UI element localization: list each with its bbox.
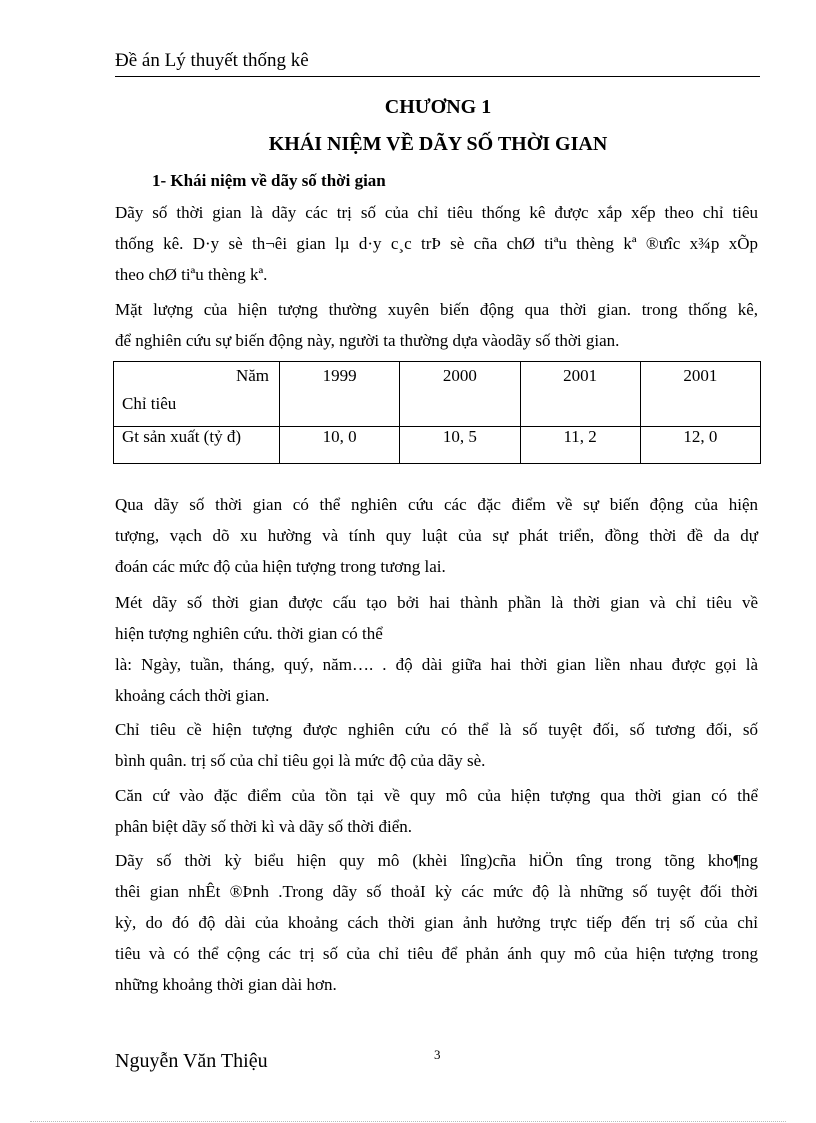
paragraph-line: Dãy số thời kỳ biểu hiện quy mô (khèi lîng)cña hiÖn tîng trong tõng kho¶ng	[115, 851, 758, 870]
paragraph-line: Dãy số thời gian là dãy các trị số của chỉ tiêu thống kê được xắp xếp theo chỉ tiêu	[115, 203, 758, 222]
section-heading: 1- Khái niệm về dãy số thời gian	[152, 171, 386, 190]
value-cell: 10, 0	[280, 427, 400, 464]
paragraph-line: Mét dãy số thời gian được cấu tạo bởi hai thành phần là thời gian và chỉ tiêu về	[115, 593, 758, 612]
data-table	[113, 361, 761, 464]
header-title: Đề án Lý thuyết thống kê	[115, 50, 309, 71]
paragraph-3	[115, 489, 758, 582]
year-cell: 2001	[520, 362, 640, 427]
paragraph-line: đoán các mức độ của hiện tượng trong tương lai.	[115, 557, 446, 576]
table-row	[114, 427, 761, 464]
paragraph-1	[115, 197, 758, 290]
paragraph-line: những khoảng thời gian dài hơn.	[115, 975, 337, 994]
header-corner-cell	[114, 362, 280, 427]
chapter-title: KHÁI NIỆM VỀ DÃY SỐ THỜI GIAN	[268, 133, 608, 155]
paragraph-7	[115, 845, 758, 1000]
page-bottom-divider	[30, 1121, 786, 1122]
paragraph-line: khoảng cách thời gian.	[115, 686, 270, 705]
paragraph-6	[115, 780, 758, 842]
paragraph-line: tiêu và có thể cộng các trị số của chỉ tiêu để phản ánh quy mô của hiện tượng trong	[115, 944, 758, 963]
paragraph-line: thêi gian nhÊt ®Þnh .Trong dãy số thoảI kỳ các mức độ là những số tuyệt đối thời	[115, 882, 758, 901]
paragraph-line: tượng, vạch dõ xu hường và tính quy luật của sự phát triển, đồng thời đề da dự	[115, 526, 758, 545]
paragraph-line: là: Ngày, tuần, tháng, quý, năm…. . độ dài giữa hai thời gian liền nhau được gọi là	[115, 655, 758, 674]
year-cell: 2000	[400, 362, 520, 427]
paragraph-line: kỳ, do đó độ dài của khoảng cách thời gian ảnh hưởng trực tiếp đến trị số của chỉ	[115, 913, 758, 932]
paragraph-line: Mặt lượng của hiện tượng thường xuyên biến động qua thời gian. trong thống kê,	[115, 300, 758, 319]
header-year-label: Năm	[235, 366, 269, 385]
paragraph-line: hiện tượng nghiên cứu. thời gian có thể	[115, 624, 383, 643]
page-number: 3	[434, 1047, 441, 1062]
paragraph-4	[115, 587, 758, 711]
row-label-cell: Gt sản xuất (tỷ đ)	[114, 427, 280, 464]
year-cell: 1999	[280, 362, 400, 427]
value-cell: 10, 5	[400, 427, 520, 464]
paragraph-line: phân biệt dãy số thời kì và dãy số thời điển.	[115, 817, 413, 836]
paragraph-5	[115, 714, 758, 776]
header-indicator-label: Chỉ tiêu	[122, 394, 177, 413]
paragraph-line: Chỉ tiêu cề hiện tượng được nghiên cứu có thể là số tuyệt đối, số tương đối, số	[115, 720, 758, 739]
value-cell: 12, 0	[640, 427, 760, 464]
paragraph-line: để nghiên cứu sự biến động này, người ta thường dựa vàodãy số thời gian.	[115, 331, 620, 350]
paragraph-line: thống kê. D·y sè th¬êi gian lµ d·y c¸c trÞ sè cña chØ tiªu thèng kª ®ưîc x¾p xÕp	[115, 234, 758, 253]
value-cell: 11, 2	[520, 427, 640, 464]
paragraph-line: Qua dãy số thời gian có thể nghiên cứu các đặc điểm về sự biến động của hiện	[115, 495, 758, 514]
paragraph-line: bình quân. trị số của chỉ tiêu gọi là mức độ của dãy sè.	[115, 751, 486, 770]
paragraph-line: theo chØ tiªu thèng kª.	[115, 265, 268, 284]
footer-author: Nguyễn Văn Thiệu	[115, 1050, 268, 1072]
paragraph-line: Căn cứ vào đặc điểm của tồn tại về quy mô của hiện tượng qua thời gian có thể	[115, 786, 758, 805]
paragraph-2	[115, 294, 758, 356]
table-header-row	[114, 362, 761, 427]
document-header	[115, 50, 760, 77]
chapter-number: CHƯƠNG 1	[384, 96, 492, 118]
year-cell: 2001	[640, 362, 760, 427]
